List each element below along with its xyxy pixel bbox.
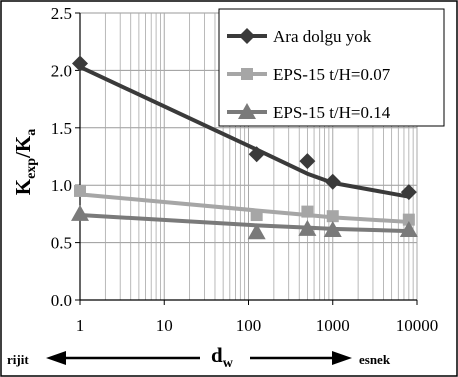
x-tick-label: 100	[235, 316, 262, 335]
series-2-point	[74, 185, 86, 197]
x-tick-label: 10	[155, 316, 173, 335]
y-tick-label: 1.5	[50, 118, 72, 138]
series-2-point	[301, 206, 313, 218]
y-tick-label: 1.0	[50, 176, 72, 196]
legend-label: EPS-15 t/H=0.14	[273, 103, 391, 122]
legend-label: EPS-15 t/H=0.07	[273, 65, 391, 84]
series-2-point	[327, 210, 339, 222]
series-2-point	[251, 209, 263, 221]
y-tick-label: 2.5	[50, 4, 72, 23]
x-tick-label: 10000	[395, 316, 439, 335]
x-tick-label: 1	[75, 316, 85, 335]
y-tick-label: 2.0	[50, 61, 72, 81]
legend	[219, 9, 444, 126]
x-tick-label: 1000	[315, 316, 350, 335]
y-axis-label: $K_{exp}/K_a$	[11, 128, 39, 196]
annotation-esnek: esnek	[359, 352, 391, 367]
legend-label: Ara dolgu yok	[273, 27, 372, 46]
y-tick-label: 0.5	[50, 233, 72, 253]
x-axis-label: $d_w$	[211, 343, 233, 371]
y-tick-label: 0.0	[50, 291, 72, 310]
legend-marker	[241, 68, 253, 80]
annotation-rijit: rijit	[7, 352, 29, 367]
